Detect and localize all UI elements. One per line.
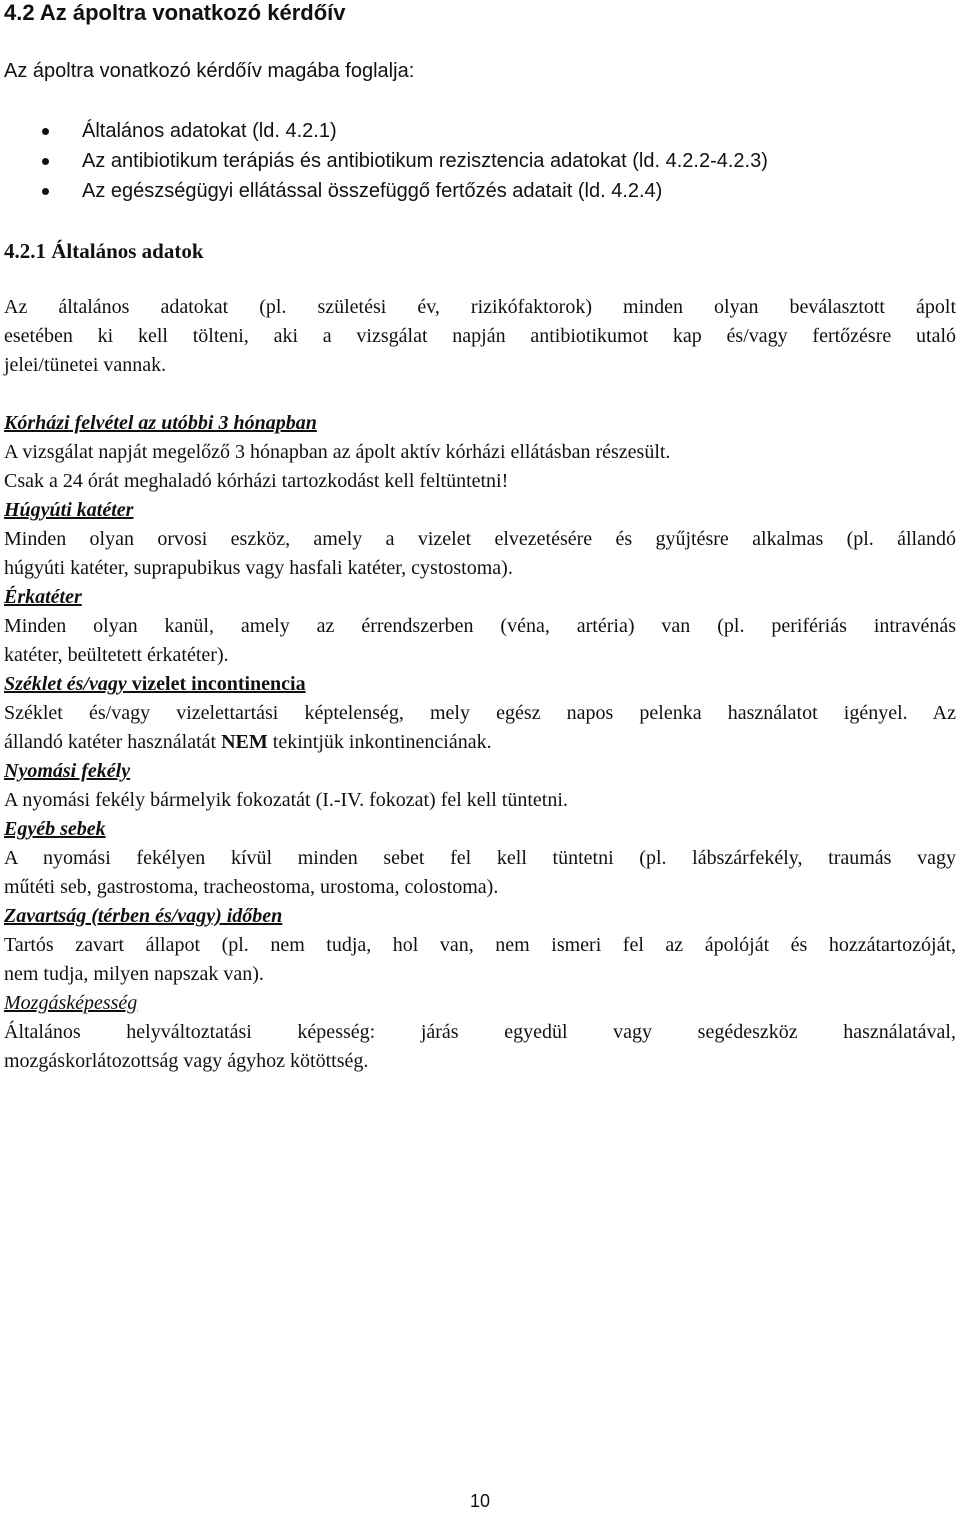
text-part: tekintjük inkontinenciának. [267,731,492,753]
definition-heading-erkateter: Érkatéter [4,586,82,608]
paragraph-line: Az általános adatokat (pl. születési év, rizikófaktorok) minden olyan beválasztott ápolt [4,296,956,318]
list-item-text: Az antibiotikum terápiás és antibiotikum rezisztencia adatokat (ld. 4.2.2-4.2.3) [82,150,768,172]
heading-part: Széklet és/vagy [4,673,127,695]
list-item [42,116,768,146]
definition-text: Csak a 24 órát meghaladó kórházi tartozkodást kell feltüntetni! [4,470,509,492]
definition-heading-egyeb: Egyéb sebek [4,818,106,840]
bullet-icon [42,158,49,165]
definition-heading-mozgas: Mozgásképesség [4,992,138,1014]
definition-text: Általános helyváltoztatási képesség: járás egyedül vagy segédeszköz használatával, [4,1021,956,1043]
definition-heading-hugyuti: Húgyúti katéter [4,499,134,521]
text-part: állandó katéter használatát [4,731,222,753]
definition-text: Minden olyan kanül, amely az érrendszerben (véna, artéria) van (pl. perifériás intravénás [4,615,956,637]
bullet-icon [42,128,49,135]
section-intro: Az ápoltra vonatkozó kérdőív magába foglalja: [4,60,415,82]
subsection-title: 4.2.1 Általános adatok [4,239,204,263]
section-title: 4.2 Az ápoltra vonatkozó kérdőív [4,0,346,25]
paragraph-line: esetében ki kell tölteni, aki a vizsgálat napján antibiotikumot kap és/vagy fertőzésre utaló [4,325,956,347]
paragraph-line: jelei/tünetei vannak. [4,354,167,376]
definition-text: A nyomási fekély bármelyik fokozatát (I.-IV. fokozat) fel kell tüntetni. [4,789,568,811]
list-item-text: Általános adatokat (ld. 4.2.1) [82,120,337,142]
definition-heading-szeklet [4,670,956,699]
definition-text: húgyúti katéter, suprapubikus vagy hasfali katéter, cystostoma). [4,557,513,579]
definition-heading-zavartsag: Zavartság (térben és/vagy) időben [4,905,283,927]
list-item-text: Az egészségügyi ellátással összefüggő fertőzés adatait (ld. 4.2.4) [82,180,663,202]
definition-text: Tartós zavart állapot (pl. nem tudja, hol van, nem ismeri fel az ápolóját és hozzátartozóját, [4,934,956,956]
definition-text: Minden olyan orvosi eszköz, amely a vizelet elvezetésére és gyűjtésre alkalmas (pl. állandó [4,528,956,550]
definition-text: műtéti seb, gastrostoma, tracheostoma, urostoma, colostoma). [4,876,499,898]
page-number: 10 [469,1491,491,1511]
bullet-list [42,116,768,206]
emphasis-text: NEM [221,731,268,753]
definition-text: mozgáskorlátozottság vagy ágyhoz kötöttség. [4,1050,369,1072]
definition-text: A vizsgálat napját megelőző 3 hónapban az ápolt aktív kórházi ellátásban részesült. [4,441,671,463]
bullet-icon [42,188,49,195]
general-data-paragraph [4,293,956,380]
definition-text [4,728,956,757]
definition-text: A nyomási fekélyen kívül minden sebet fel kell tüntetni (pl. lábszárfekély, traumás vagy [4,847,956,869]
heading-part: vizelet incontinencia [126,673,306,695]
definition-text: nem tudja, milyen napszak van). [4,963,264,985]
definition-text: Széklet és/vagy vizelettartási képtelenség, mely egész napos pelenka használatot igényel. Az [4,702,956,724]
definition-text: katéter, beültetett érkatéter). [4,644,229,666]
definition-heading-nyomasi: Nyomási fekély [4,760,131,782]
list-item [42,176,768,206]
definitions-list [4,409,956,1076]
list-item [42,146,768,176]
definition-heading-korhazi: Kórházi felvétel az utóbbi 3 hónapban [4,412,317,434]
